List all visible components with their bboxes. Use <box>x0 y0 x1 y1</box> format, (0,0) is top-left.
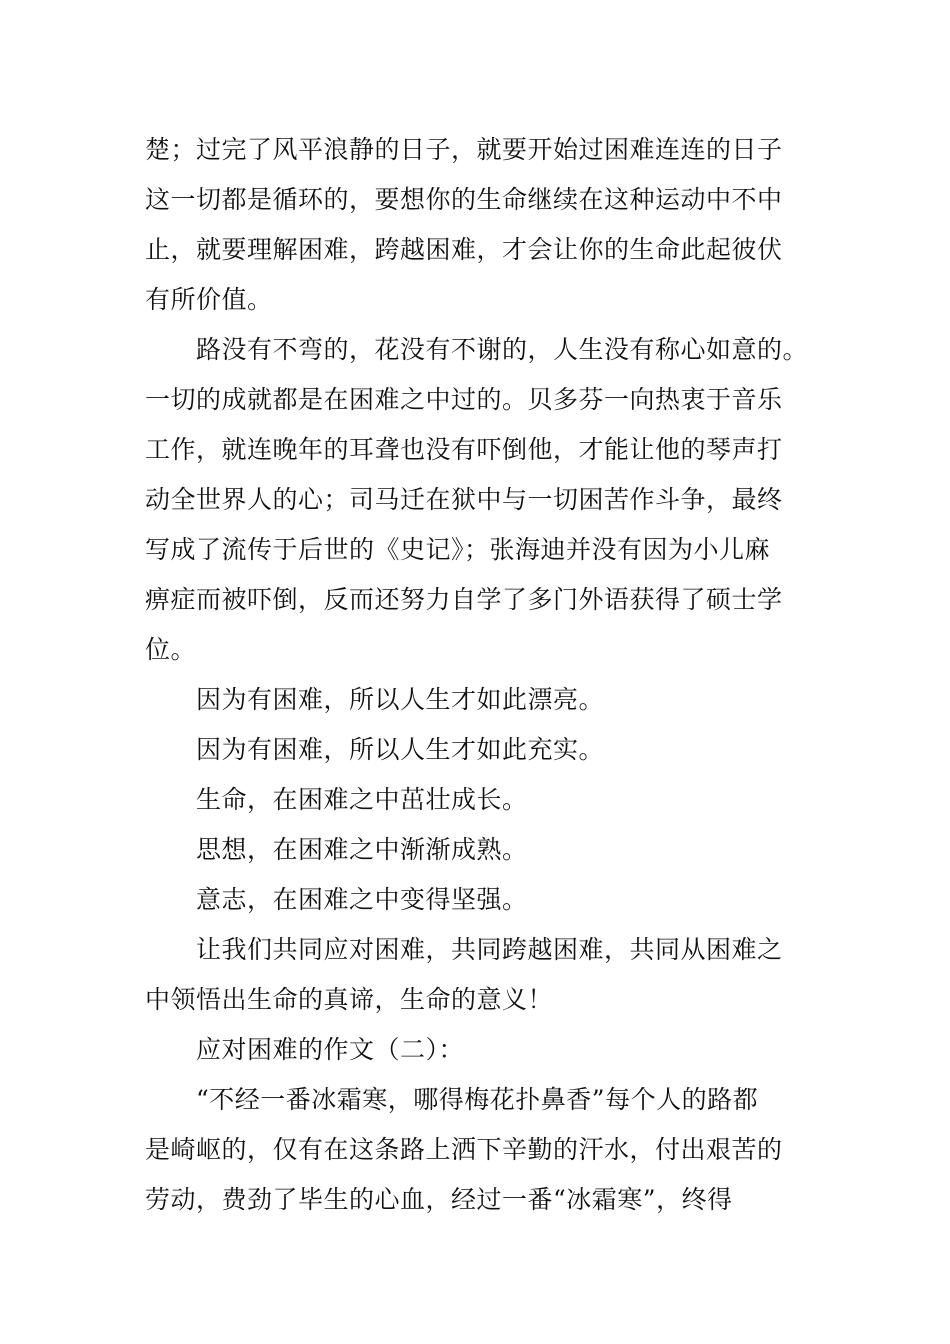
paragraph-start: 路没有不弯的，花没有不谢的，人生没有称心如意的。 <box>196 335 809 364</box>
paragraph-start: 思想，在困难之中渐渐成熟。 <box>196 835 528 864</box>
paragraph-start: 让我们共同应对困难，共同跨越困难，共同从困难之 <box>196 935 783 964</box>
paragraph-start: 意志，在困难之中变得坚强。 <box>196 885 528 914</box>
text-line: 是崎岖的，仅有在这条路上洒下辛勤的汗水，付出艰苦的 <box>145 1135 783 1164</box>
text-line: 一切的成就都是在困难之中过的。贝多芬一向热衷于音乐 <box>145 385 783 414</box>
text-line: 动全世界人的心；司马迁在狱中与一切困苦作斗争，最终 <box>145 485 783 514</box>
text-line: 止，就要理解困难，跨越困难，才会让你的生命此起彼伏 <box>145 235 783 264</box>
paragraph-start: 生命，在困难之中茁壮成长。 <box>196 785 528 814</box>
text-line: 有所价值。 <box>145 285 273 314</box>
text-line: 中领悟出生命的真谛，生命的意义！ <box>145 985 554 1014</box>
text-line: 写成了流传于后世的《史记》；张海迪并没有因为小儿麻 <box>145 535 771 564</box>
section-heading: 应对困难的作文（二）： <box>196 1035 465 1064</box>
text-line: 痹症而被吓倒，反而还努力自学了多门外语获得了硕士学 <box>145 585 783 614</box>
paragraph-start: 因为有困难，所以人生才如此漂亮。 <box>196 685 605 714</box>
text-line: 劳动，费劲了毕生的心血，经过一番“冰霜寒”，终得 <box>145 1185 733 1214</box>
paragraph-start: “不经一番冰霜寒，哪得梅花扑鼻香”每个人的路都 <box>196 1085 759 1114</box>
text-line: 这一切都是循环的，要想你的生命继续在这种运动中不中 <box>145 185 783 214</box>
text-line: 楚；过完了风平浪静的日子，就要开始过困难连连的日子 <box>145 135 783 164</box>
text-line: 工作，就连晚年的耳聋也没有吓倒他，才能让他的琴声打 <box>145 435 783 464</box>
paragraph-start: 因为有困难，所以人生才如此充实。 <box>196 735 605 764</box>
text-line: 位。 <box>145 635 197 664</box>
